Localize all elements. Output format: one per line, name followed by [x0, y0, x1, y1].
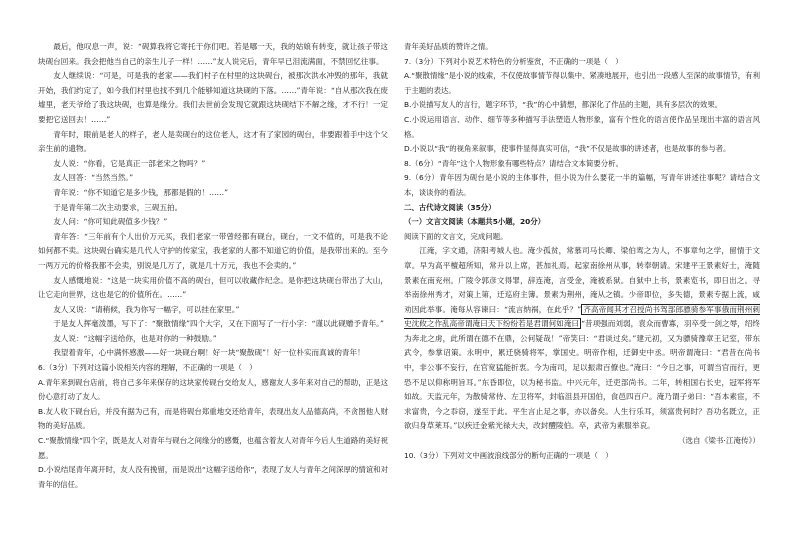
reading-instruction: 阅读下面的文言文，完成问题。 [404, 231, 508, 241]
question-8: 8.（6分）“青年”这个人物形象有哪些特点？请结合文本简要分析。 [404, 158, 623, 168]
q6-option: A.青年来到砚台店前，将自己多年来保存的这块家传砚台交给友人，感谢友人多年来对自己的帮助，正是这份心意打动了友人。 [38, 377, 388, 402]
classical-passage [404, 244, 760, 434]
story-paragraph: 青年答：“三年前有个人出价万元买，我们老家一带曾经都有砚台，砚台，一文不值的，可是我不论如何都不卖。这块砚台确实是几代人守护的传家宝，我老家的人都不知道它的价值，是我带出来的。至今一两万元的价格我都不会卖，别说是几万了，就是几十万元，我也不会卖的。” [38, 231, 388, 270]
q6-stem: 6.（3分）下列对这篇小说相关内容的理解，不正确的一项是（ ） [38, 363, 257, 373]
passage-text-before: 江淹，字文通，济阳考城人也。淹少孤贫，常慕司马长卿、梁伯鸾之为人，不事章句之学，留情于文章。早为高平檀超所知，常升以上席，甚加礼焉。起家南徐州从事，转奉朝请。宋建平王景素好士，淹随景素在南兖州。广陵令郭彦文得罪，辞连淹，言受金，淹被系狱。自狱中上书，景素览书，即日出之。寻举南徐州秀才，对策上第，迁巡府主簿。景素为荆州，淹从之镇。少帝即位，多失德，景素专据上流，咸劝因此举事。淹每从容谏曰：“流言纳祸，在此乎？” [404, 246, 760, 314]
right-column [404, 40, 760, 463]
story-paragraph: 友人说：“这幅字送给你，也是对你的一种鼓励。” [53, 333, 217, 343]
continued-line: 青年美好品质的赞许之情。 [404, 42, 493, 51]
q6-option: C.“聚散情缘”四个字，既是友人对青年与砚台之间缘分的感慨，也蕴含着友人对青年今后人生道路的美好祝愿。 [38, 436, 388, 460]
question-7 [404, 55, 760, 157]
story-paragraph: 于是友人挥毫泼墨，写下了：“聚散情缘”四个大字，又在下面写了一行小字：“谨以此砚赠予青年。” [53, 319, 384, 329]
story-paragraph: 友人回答：“当然当然。” [53, 173, 134, 183]
left-column [38, 40, 388, 492]
q6-option: D.小说结尾青年离开时，友人没有挽留，而是说出“这幅字送给你”，表现了友人与青年之间深厚的情谊和对青年的信任。 [38, 465, 388, 489]
story-paragraph: 于是青年第二次主动要求，三砚五拍。 [53, 202, 183, 212]
story-paragraph: 友人又说：“请稍候，我为你写一幅字，可以挂在家里。” [53, 304, 240, 314]
q7-options [404, 69, 760, 157]
story-passage [38, 40, 388, 361]
q6-option: B.友人收下砚台后，并没有据为己有，而是将砚台郑重地交还给青年，表现出友人品德高尚，不贪图他人财物的美好品质。 [38, 406, 388, 431]
q7-option: A.“聚散情缘”是小说的线索，不仅使故事情节得以集中、紧凑地展开，也引出一段感人至深的故事情节，有利于主题的表达。 [404, 71, 760, 95]
boxed-sentence: 齐高帝闻其才召授尚书驾部郎骠骑参军事俄而荆州刺史沈攸之作乱高帝谓淹曰天下纷纷若是君谓何如淹曰 [404, 304, 761, 329]
passage-source: （选自《梁书·江淹传》） [677, 436, 760, 446]
question-9: 9.（6分）青年因为砚台是小说的主体事件，但小说为什么要花一半的篇幅，写青年讲述往事呢？请结合文本，谈谈你的看法。 [404, 173, 760, 197]
q7-stem: 7.（3分）下列对小说艺术特色的分析鉴赏，不正确的一项是（ ） [404, 56, 623, 66]
section-heading: 二、古代诗文阅读（35分） [404, 202, 496, 212]
story-paragraph: 友人继续说：“可是，可是我的老家——我们村子在村里的这块砚台，被那次洪水冲毁的那年，我就开始，我们约定了，如今我们村里也找不到几个能够知道这块砚的下落。……”青年说：“自从那次我在废墟里，老天爷给了我这块砚，也算是缘分。我们去世前会发现它就跟这块砚结下不解之缘，才不行！一定要把它送回去！……” [38, 71, 388, 124]
story-paragraph: 友人感慨地说：“这是一块实用价值不高的砚台，但可以收藏作纪念。是你把这块砚台带出了大山，让它走向世界，这也是它的价值所在。……” [38, 275, 388, 300]
story-paragraph: 友人说：“你看，它是真正一部老宋之物吗？” [53, 158, 206, 168]
q6-options [38, 376, 388, 493]
question-10: 10.（3分）下列对文中画波浪线部分的断句正确的一项是（ ） [404, 450, 613, 460]
passage-text-after: “昔项强而刘弱，袁众而曹寡，羽卒受一剑之辱，绍终为奔北之虏，此所谓在德不在鼎，公何疑哉！”帝笑曰：“君谈过矣。”建元初，又为骠骑豫章王记室，带东武令，参掌诏策。永明中，累迁骁骑将军，掌国史。明帝作相，迁御史中丞。明帝谓淹曰：“君昔在尚书中，非公事不妄行，在官宽猛能折衷。今为南司，足以振肃百僚也。”淹曰：“今日之事，可谓当官而行，更恐不足以仰称明旨耳。”东昏即位，以为秘书监。中兴元年，迁吏部尚书。二年，转相国右长史，冠军将军如故。天监元年，为散骑常侍、左卫将军，封临沮县开国伯，食邑四百户。淹乃谓子弟曰：“吾本素宦，不求富贵，今之忝窃，遂至于此。平生言止足之事，亦以备矣。人生行乐耳，须富贵何时？吾功名既立，正欲归身草莱耳。”以疾迁金紫光禄大夫，改封醴陵伯。卒，武帝为素服举哀。 [404, 319, 760, 431]
q7-option: D.小说以“我”的视角来叙事，使事件显得真实可信，“我”不仅是故事的讲述者，也是故事的参与者。 [404, 144, 731, 154]
subsection-heading: （一）文言文阅读（本题共5小题，20分） [404, 217, 546, 227]
question-6 [38, 361, 388, 492]
story-paragraph: 我望着青年，心中满怀感激——好一块砚台啊！好一块“聚散砚”！好一位朴实而真诚的青年！ [53, 348, 365, 358]
q7-option: B.小说描写友人的言行，题字环节，“我”的心中猜想，都深化了作品的主题，具有多层次的效果。 [404, 100, 723, 110]
story-paragraph: 青年说：“你不知道它是多少钱，那都是假的！……” [53, 187, 229, 197]
story-paragraph: 友人问：“你可知此砚值多少钱？” [53, 217, 168, 227]
q7-option: C.小说运用语言、动作、细节等多种描写手法塑造人物形象，富有个性化的语言使作品呈现出丰富的语言风格。 [404, 114, 760, 139]
story-paragraph: 青年时，眼前是老人的样子，老人是卖砚台的这位老人，这才有了家园的砚台，非要跟着手中这个父亲生前的遗物。 [38, 129, 388, 154]
story-paragraph: 最后，他叹息一声，说：“砚算我将它寄托于你们吧。若是哪一天，我的姑娘有转变，就让孩子带这块砚台回来。我会把他当自己的亲生儿子一样！……”友人说完后，青年早已泪流满面，不禁回忆往事。 [38, 42, 388, 66]
